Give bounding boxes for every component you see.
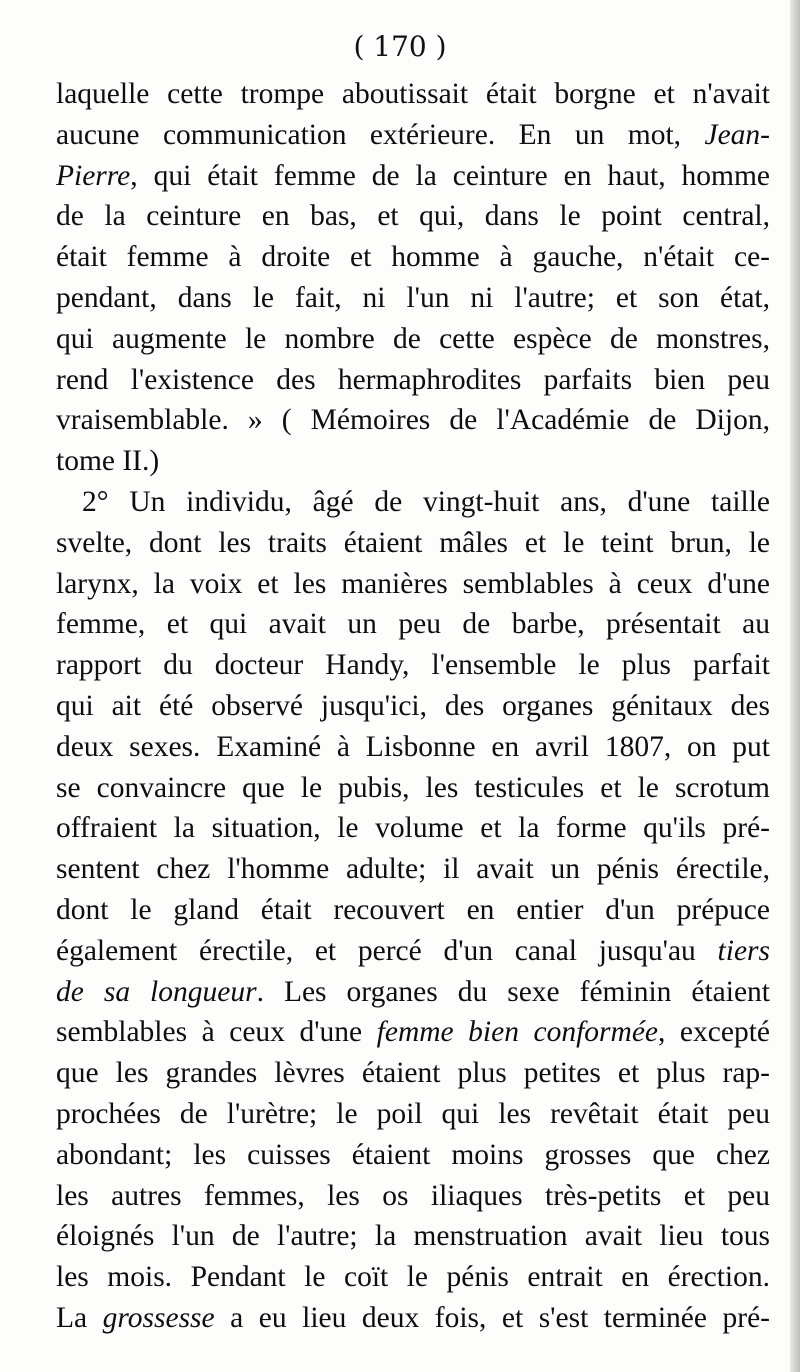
text-line <box>56 156 770 197</box>
text-line <box>56 1176 770 1217</box>
text-line <box>56 482 770 523</box>
text-line <box>56 1053 770 1094</box>
page-number: ( 170 ) <box>353 30 447 63</box>
text-span: tome II.) <box>56 445 160 478</box>
text-span: que les grandes lèvres étaient plus petites et plus rap- <box>56 1057 770 1090</box>
text-span: également érectile, et percé d'un canal jusqu'au <box>56 934 718 967</box>
text-span: , qui était femme de la ceinture en haut, homme <box>130 159 770 192</box>
text-line <box>56 115 770 156</box>
text-line <box>56 849 770 890</box>
text-line <box>56 441 770 482</box>
text-span: a eu lieu deux fois, et s'est terminée pré- <box>214 1301 770 1334</box>
text-span: pendant, dans le fait, ni l'un ni l'autre; et son état, <box>56 281 770 314</box>
text-span: . Les organes du sexe féminin étaient <box>256 975 770 1008</box>
text-line <box>56 727 770 768</box>
text-span: les autres femmes, les os iliaques très-petits et peu <box>56 1179 770 1212</box>
text-span: 2° Un individu, âgé de vingt-huit ans, d'une taille <box>82 485 770 518</box>
text-line <box>56 74 770 115</box>
text-line <box>56 564 770 605</box>
text-span: svelte, dont les traits étaient mâles et le teint brun, le <box>56 526 770 559</box>
text-line <box>56 1257 770 1298</box>
text-span: vraisemblable. » ( Mémoires de l'Académie de Dijon, <box>56 404 770 437</box>
italic-text: de sa longueur <box>56 975 257 1008</box>
text-span: rapport du docteur Handy, l'ensemble le plus parfait <box>56 649 770 682</box>
text-line <box>56 523 770 564</box>
text-line <box>56 237 770 278</box>
text-line <box>56 931 770 972</box>
italic-text: tiers <box>717 934 770 967</box>
text-span: larynx, la voix et les manières semblables à ceux d'une <box>56 567 770 600</box>
text-line <box>56 400 770 441</box>
text-span: dont le gland était recouvert en entier d'un prépuce <box>56 893 770 926</box>
text-span: prochées de l'urètre; le poil qui les revêtait était peu <box>56 1097 770 1130</box>
text-span: deux sexes. Examiné à Lisbonne en avril 1807, on put <box>56 730 770 763</box>
body-text <box>56 74 770 1339</box>
text-span: abondant; les cuisses étaient moins grosses que chez <box>56 1138 770 1171</box>
text-span: semblables à ceux d'une <box>56 1016 377 1049</box>
text-line <box>56 1012 770 1053</box>
text-span: , excepté <box>658 1016 770 1049</box>
italic-text: grossesse <box>102 1301 215 1334</box>
text-line <box>56 645 770 686</box>
text-span: sentent chez l'homme adulte; il avait un pénis érectile, <box>56 853 770 886</box>
text-line <box>56 972 770 1013</box>
italic-text: Jean- <box>704 118 770 151</box>
text-span: était femme à droite et homme à gauche, n'était ce- <box>56 241 770 274</box>
italic-text: femme bien conformée <box>376 1016 659 1049</box>
text-span: qui augmente le nombre de cette espèce de monstres, <box>56 322 770 355</box>
text-span: se convaincre que le pubis, les testicules et le scrotum <box>56 771 770 804</box>
text-span: les mois. Pendant le coït le pénis entrait en érection. <box>56 1261 770 1294</box>
text-line <box>56 278 770 319</box>
text-span: femme, et qui avait un peu de barbe, présentait au <box>56 608 770 641</box>
italic-text: Pierre <box>56 159 131 192</box>
text-line <box>56 1298 770 1339</box>
text-line <box>56 196 770 237</box>
text-line <box>56 890 770 931</box>
text-line <box>56 604 770 645</box>
text-line <box>56 768 770 809</box>
text-span: laquelle cette trompe aboutissait était borgne et n'avait <box>56 78 770 110</box>
text-span: de la ceinture en bas, et qui, dans le point central, <box>56 200 770 233</box>
text-line <box>56 808 770 849</box>
text-line <box>56 1216 770 1257</box>
text-line <box>56 1135 770 1176</box>
text-line <box>56 319 770 360</box>
text-span: rend l'existence des hermaphrodites parfaits bien peu <box>56 363 770 396</box>
text-line <box>56 686 770 727</box>
text-span: aucune communication extérieure. En un mot, <box>56 118 705 151</box>
page-edge-shadow <box>790 0 800 1372</box>
text-line <box>56 1094 770 1135</box>
text-span: La <box>56 1301 103 1334</box>
text-span: éloignés l'un de l'autre; la menstruation avait lieu tous <box>56 1220 770 1253</box>
text-span: qui ait été observé jusqu'ici, des organes génitaux des <box>56 689 770 722</box>
text-span: offraient la situation, le volume et la forme qu'ils pré- <box>56 812 770 845</box>
text-line <box>56 360 770 401</box>
